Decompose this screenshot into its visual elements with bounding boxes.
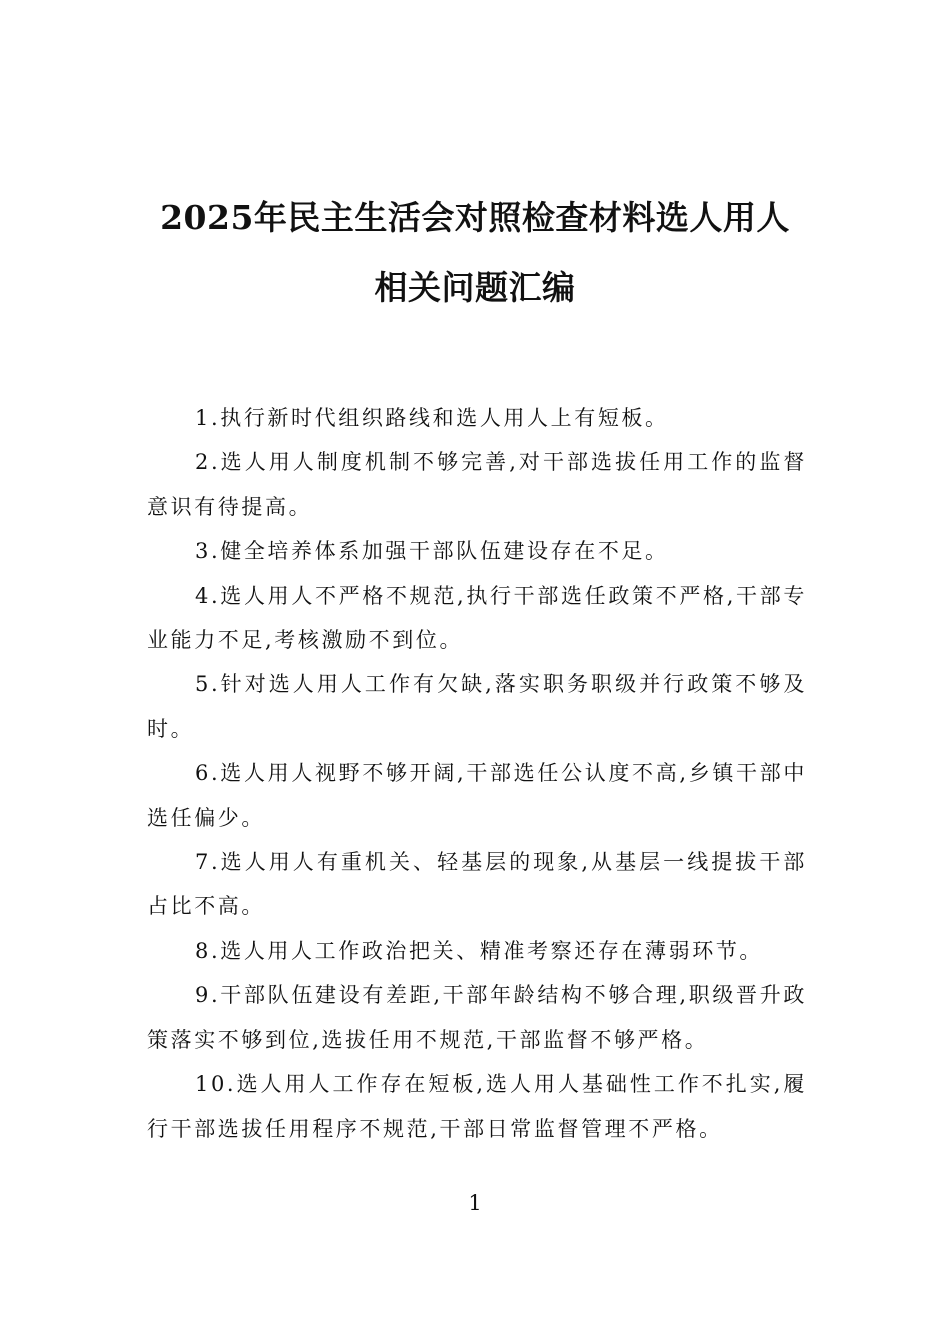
list-item: 3.健全培养体系加强干部队伍建设存在不足。 [195,539,669,564]
list-item: 10.选人用人工作存在短板,选人用人基础性工作不扎实,履行干部选拔任用程序不规范,干部日常监督管理不严格。 [147,1072,807,1141]
list-item: 7.选人用人有重机关、轻基层的现象,从基层一线提拔干部占比不高。 [147,850,807,919]
document-title-line-2: 相关问题汇编 [374,268,576,307]
list-item: 5.针对选人用人工作有欠缺,落实职务职级并行政策不够及时。 [147,672,807,741]
list-item: 1.执行新时代组织路线和选人用人上有短板。 [195,406,669,430]
list-item: 6.选人用人视野不够开阔,干部选任公认度不高,乡镇干部中选任偏少。 [147,761,807,830]
page-number: 1 [468,1191,482,1215]
list-item: 8.选人用人工作政治把关、精准考察还存在薄弱环节。 [195,938,764,963]
list-item: 2.选人用人制度机制不够完善,对干部选拔任用工作的监督意识有待提高。 [147,450,807,519]
list-item: 9.干部队伍建设有差距,干部年龄结构不够合理,职级晋升政策落实不够到位,选拔任用不规范,干部监督不够严格。 [147,983,807,1052]
document-body [147,396,807,1151]
document-title-line-1: 2025年民主生活会对照检查材料选人用人 [160,198,790,237]
list-item: 4.选人用人不严格不规范,执行干部选任政策不严格,干部专业能力不足,考核激励不到位。 [147,583,807,653]
